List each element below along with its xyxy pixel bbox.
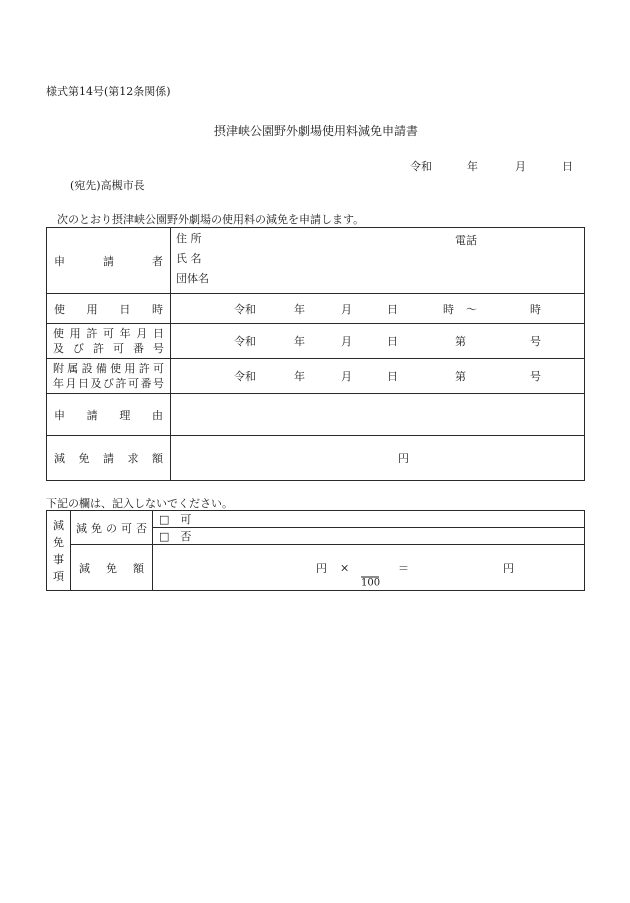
label-char: 可 <box>113 342 124 355</box>
label-char: び <box>103 377 114 390</box>
fraction-denominator: 100 <box>361 577 381 588</box>
yen-unit-result: 円 <box>503 561 514 575</box>
side-char: 項 <box>53 569 64 583</box>
option-approve[interactable]: □ 可 <box>153 511 585 528</box>
label-char: 年 <box>53 377 64 390</box>
reason-row <box>47 394 585 436</box>
usage-datetime-label <box>47 294 171 324</box>
tilde: ～ <box>466 302 477 316</box>
month: 月 <box>341 370 352 383</box>
label-char: 請 <box>103 452 114 465</box>
applicant-label <box>47 228 171 294</box>
label-char: 申 <box>54 408 65 422</box>
label-char: 可 <box>121 521 132 535</box>
equipment-permit-value[interactable] <box>171 359 585 394</box>
label-char: 用 <box>69 327 81 340</box>
approval-label <box>71 511 153 545</box>
label-char: 使 <box>53 327 64 340</box>
label-char: 理 <box>119 408 131 422</box>
permit-no-prefix: 第 <box>455 370 466 383</box>
intro-text: 次のとおり摂津峡公園野外劇場の使用料の減免を申請します。 <box>57 213 365 226</box>
label-char: 請 <box>86 408 98 422</box>
label-char: 日 <box>78 377 89 390</box>
application-table <box>46 227 585 481</box>
side-char: 事 <box>53 552 64 566</box>
office-amount-label <box>71 545 153 591</box>
label-char: 否 <box>136 521 147 535</box>
equipment-permit-row <box>47 359 585 394</box>
side-char: 減 <box>53 518 64 532</box>
label-char: 属 <box>67 362 79 375</box>
date-day: 日 <box>562 160 573 173</box>
era: 令和 <box>234 335 256 348</box>
office-amount-row <box>47 545 585 591</box>
date-year: 年 <box>467 160 478 173</box>
amount-label <box>47 436 171 481</box>
day: 日 <box>387 370 398 383</box>
permit-date-row <box>47 324 585 359</box>
label-char: 求 <box>127 452 139 465</box>
times-symbol: × <box>340 561 350 574</box>
label-char: び <box>73 342 84 355</box>
yen-unit: 円 <box>398 452 409 465</box>
label-char: 可 <box>152 362 164 375</box>
label-char: 額 <box>133 561 144 575</box>
office-table <box>46 510 585 591</box>
reason-field[interactable] <box>171 394 585 436</box>
label-char: 設 <box>81 362 93 375</box>
label-char: 備 <box>95 362 107 375</box>
amount-field[interactable] <box>171 436 585 481</box>
label-char: 申 <box>54 254 65 268</box>
label-char: 号 <box>153 377 164 390</box>
label-char: 号 <box>153 342 164 355</box>
month: 月 <box>341 335 352 348</box>
hour-end: 時 <box>530 302 541 316</box>
label-char: 由 <box>151 408 163 422</box>
label-char: 許 <box>86 327 98 340</box>
office-note: 下記の欄は、記入しないでください。 <box>46 497 233 510</box>
label-char: 額 <box>152 452 163 465</box>
usage-datetime-row <box>47 294 585 324</box>
label-char: 可 <box>128 377 139 390</box>
name-label: 氏 名 <box>176 252 202 265</box>
equals-symbol: ＝ <box>398 561 409 575</box>
label-char: 減 <box>76 521 87 535</box>
label-char: 許 <box>115 377 127 390</box>
applicant-row <box>47 228 585 294</box>
label-char: 及 <box>90 377 102 390</box>
label-char: 番 <box>133 342 144 355</box>
side-char: 免 <box>53 535 64 549</box>
label-char: 用 <box>124 362 136 375</box>
label-char: 減 <box>79 561 90 575</box>
day: 日 <box>387 335 398 348</box>
label-char: 日 <box>119 302 131 316</box>
address-label: 住 所 <box>176 232 202 245</box>
label-char: の <box>106 521 117 535</box>
label-char: 免 <box>106 561 117 575</box>
label-char: 年 <box>119 327 131 340</box>
date-month: 月 <box>515 160 526 173</box>
label-char: 請 <box>103 254 114 268</box>
label-char: 及 <box>53 342 64 355</box>
year: 年 <box>294 370 305 383</box>
option-deny[interactable]: □ 否 <box>153 528 585 545</box>
amount-row <box>47 436 585 481</box>
label-char: 月 <box>136 327 148 340</box>
label-char: 免 <box>78 452 90 465</box>
label-char: 使 <box>110 362 122 375</box>
permit-no-suffix: 号 <box>530 335 541 348</box>
year: 年 <box>294 335 305 348</box>
usage-datetime-value[interactable] <box>171 294 585 324</box>
label-char: 使 <box>54 302 65 316</box>
permit-no-suffix: 号 <box>530 370 541 383</box>
hour: 時 <box>443 302 454 316</box>
year: 年 <box>294 302 305 316</box>
label-char: 日 <box>152 327 164 340</box>
month: 月 <box>341 302 352 316</box>
equipment-permit-label <box>47 359 171 394</box>
phone-label: 電話 <box>455 234 477 247</box>
form-number: 様式第14号(第12条関係) <box>46 85 171 98</box>
office-amount-formula[interactable] <box>153 545 585 591</box>
label-char: 附 <box>53 362 64 375</box>
form-title: 摂津峡公園野外劇場使用料減免申請書 <box>214 124 419 138</box>
label-char: 者 <box>152 254 163 268</box>
label-char: 用 <box>86 302 98 316</box>
label-char: 時 <box>151 302 163 316</box>
era: 令和 <box>234 302 256 316</box>
era: 令和 <box>234 370 256 383</box>
reason-label <box>47 394 171 436</box>
org-label: 団体名 <box>176 272 209 285</box>
day: 日 <box>387 302 398 316</box>
applicant-fields[interactable] <box>171 228 585 294</box>
yen-unit: 円 <box>316 561 327 575</box>
approval-row-yes <box>47 511 585 528</box>
label-char: 月 <box>65 377 77 390</box>
permit-date-value[interactable] <box>171 324 585 359</box>
label-char: 許 <box>138 362 150 375</box>
addressee: (宛先)高槻市長 <box>70 179 145 192</box>
label-char: 番 <box>140 377 152 390</box>
label-char: 免 <box>91 521 102 535</box>
permit-date-label <box>47 324 171 359</box>
label-char: 減 <box>54 452 65 465</box>
label-char: 可 <box>102 327 114 340</box>
label-char: 許 <box>93 342 104 355</box>
date-era: 令和 <box>410 160 432 173</box>
office-side-label <box>47 511 71 591</box>
permit-no-prefix: 第 <box>455 335 466 348</box>
